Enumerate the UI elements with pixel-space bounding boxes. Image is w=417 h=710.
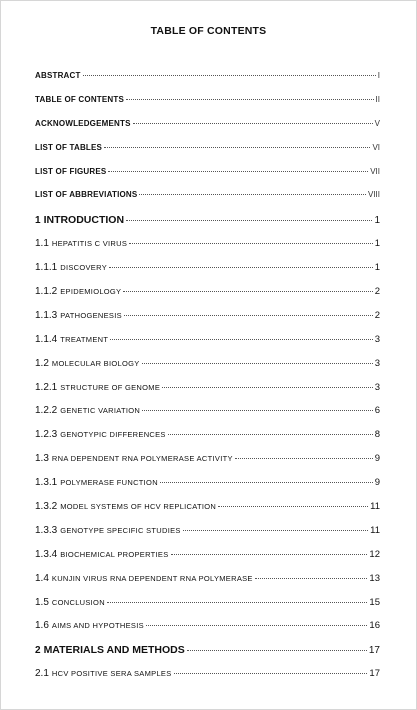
toc-entry-text: DISCOVERY bbox=[60, 263, 107, 273]
dot-leader bbox=[108, 171, 368, 172]
toc-entry bbox=[35, 501, 380, 525]
dot-leader bbox=[255, 578, 368, 579]
toc-entry-page-number: 12 bbox=[369, 548, 380, 560]
toc-entry-number: 1.2 bbox=[35, 357, 49, 369]
toc-entry-label bbox=[35, 190, 137, 199]
toc-entry-label bbox=[35, 286, 121, 297]
toc-entry-text: GENETIC VARIATION bbox=[60, 406, 141, 416]
toc-entry-number: 1.1 bbox=[35, 238, 49, 250]
toc-entry-page-number: 1 bbox=[374, 262, 380, 274]
toc-entry-label bbox=[35, 644, 185, 656]
toc-entry-number: 1.1.1 bbox=[35, 262, 58, 274]
toc-entry-page-number: 16 bbox=[369, 620, 380, 632]
toc-entry-page-number: 17 bbox=[369, 668, 380, 680]
dot-leader bbox=[142, 410, 373, 411]
toc-entry-label bbox=[35, 620, 144, 631]
toc-entry-label bbox=[35, 382, 160, 393]
toc-entry-label bbox=[35, 119, 131, 128]
toc-entry bbox=[35, 190, 380, 214]
toc-entry-label bbox=[35, 405, 140, 416]
toc-entry-page-number: I bbox=[377, 71, 380, 80]
toc-entry-number: 1.3.2 bbox=[35, 501, 58, 513]
toc-entry bbox=[35, 453, 380, 477]
dot-leader bbox=[129, 243, 373, 244]
toc-entry-label bbox=[35, 549, 169, 560]
toc-entry-number: 1.5 bbox=[35, 596, 49, 608]
toc-entry-page-number: V bbox=[374, 118, 380, 128]
toc-entry bbox=[35, 382, 380, 406]
toc-entry-page-number: VII bbox=[370, 166, 380, 176]
toc-entry-text: PATHOGENESIS bbox=[60, 310, 122, 320]
dot-leader bbox=[126, 220, 372, 221]
toc-entry-number: 1.4 bbox=[35, 572, 49, 584]
dot-leader bbox=[183, 530, 368, 531]
toc-entry-number: 1.3.3 bbox=[35, 524, 58, 536]
toc-entry-page-number: 6 bbox=[374, 405, 380, 417]
dot-leader bbox=[160, 482, 373, 483]
toc-entry-number: 1.3.1 bbox=[35, 477, 58, 489]
toc-entry-page-number: 13 bbox=[369, 572, 380, 584]
dot-leader bbox=[123, 291, 372, 292]
toc-entry bbox=[35, 668, 380, 692]
toc-entry-label bbox=[35, 597, 105, 608]
dot-leader bbox=[187, 650, 367, 651]
dot-leader bbox=[162, 387, 373, 388]
toc-entry-text: TABLE OF CONTENTS bbox=[35, 94, 125, 104]
toc-entry-text: RNA DEPENDENT RNA POLYMERASE ACTIVITY bbox=[51, 454, 233, 464]
toc-entry-page-number: II bbox=[375, 94, 380, 104]
toc-entry-number: 1.1.4 bbox=[35, 333, 58, 345]
toc-entry-text: POLYMERASE FUNCTION bbox=[60, 478, 158, 488]
dot-leader bbox=[124, 315, 373, 316]
toc-entry-number: 1.6 bbox=[35, 620, 49, 632]
toc-entry-text: STRUCTURE OF GENOME bbox=[60, 382, 161, 392]
dot-leader bbox=[142, 363, 373, 364]
toc-entry-page-number: VI bbox=[372, 142, 380, 152]
dot-leader bbox=[235, 458, 373, 459]
toc-entry bbox=[35, 71, 380, 95]
toc-entry-label bbox=[35, 501, 216, 512]
toc-entry-page-number: 9 bbox=[374, 477, 380, 489]
dot-leader bbox=[83, 75, 376, 76]
toc-entry-text: LIST OF FIGURES bbox=[35, 166, 107, 176]
toc-entry-number: 1.2.2 bbox=[35, 405, 58, 417]
toc-entry-label bbox=[35, 334, 108, 345]
toc-entry-label bbox=[35, 262, 107, 273]
toc-entry bbox=[35, 286, 380, 310]
toc-entry-label bbox=[35, 573, 253, 584]
toc-entry-text: LIST OF ABBREVIATIONS bbox=[35, 190, 138, 200]
toc-entry-text: GENOTYPE SPECIFIC STUDIES bbox=[60, 525, 181, 535]
toc-entry-label bbox=[35, 167, 106, 176]
toc-entry bbox=[35, 573, 380, 597]
toc-entry-page-number: 11 bbox=[370, 524, 380, 536]
toc-entry bbox=[35, 477, 380, 501]
toc-entry bbox=[35, 597, 380, 621]
toc-entry-page-number: 2 bbox=[374, 309, 380, 321]
toc-entry-page-number: 1 bbox=[374, 238, 380, 250]
toc-entry-text: MOLECULAR BIOLOGY bbox=[51, 358, 140, 368]
toc-entry-label bbox=[35, 214, 124, 226]
toc-entry-label bbox=[35, 143, 102, 152]
dot-leader bbox=[146, 625, 368, 626]
toc-entry-page-number: 11 bbox=[370, 501, 380, 513]
dot-leader bbox=[133, 123, 373, 124]
toc-entry bbox=[35, 620, 380, 644]
dot-leader bbox=[168, 434, 373, 435]
toc-entry-text: GENOTYPIC DIFFERENCES bbox=[60, 430, 166, 440]
toc-entry bbox=[35, 95, 380, 119]
dot-leader bbox=[171, 554, 368, 555]
toc-entry bbox=[35, 167, 380, 191]
toc-entry-number: 1.3.4 bbox=[35, 548, 58, 560]
toc-entry-label bbox=[35, 310, 122, 321]
toc-entry bbox=[35, 525, 380, 549]
toc-entry-page-number: 1 bbox=[374, 215, 380, 227]
toc-entry-number: 1 bbox=[35, 215, 41, 227]
toc-entry-text: CONCLUSION bbox=[51, 597, 105, 607]
toc-entry bbox=[35, 238, 380, 262]
toc-entry-page-number: 9 bbox=[374, 453, 380, 465]
toc-entry-label bbox=[35, 429, 166, 440]
toc-entry-label bbox=[35, 453, 233, 464]
toc-entry-text: ABSTRACT bbox=[35, 71, 81, 80]
toc-entry-label bbox=[35, 358, 140, 369]
toc-entry-text: INTRODUCTION bbox=[43, 214, 125, 227]
toc-entry-number: 1.3 bbox=[35, 453, 49, 465]
toc-entry-page-number: 15 bbox=[369, 596, 380, 608]
toc-entry-text: KUNJIN VIRUS RNA DEPENDENT RNA POLYMERASE bbox=[51, 573, 253, 583]
dot-leader bbox=[110, 339, 372, 340]
toc-entry-page-number: 17 bbox=[368, 645, 380, 657]
toc-entry bbox=[35, 310, 380, 334]
dot-leader bbox=[109, 267, 373, 268]
page-title: TABLE OF CONTENTS bbox=[150, 25, 267, 37]
toc-entry-label bbox=[35, 238, 127, 249]
toc-entry-page-number: 2 bbox=[374, 286, 380, 298]
toc-entry-text: MATERIALS AND METHODS bbox=[43, 644, 185, 657]
dot-leader bbox=[174, 673, 368, 674]
toc-entry-number: 1.1.3 bbox=[35, 309, 58, 321]
toc-entry bbox=[35, 119, 380, 143]
toc-entry bbox=[35, 143, 380, 167]
dot-leader bbox=[104, 147, 370, 148]
toc-entry bbox=[35, 214, 380, 238]
dot-leader bbox=[218, 506, 368, 507]
toc-entry-number: 2.1 bbox=[35, 668, 49, 680]
toc-entry-label bbox=[35, 525, 181, 536]
toc-entry-page-number: 3 bbox=[374, 381, 380, 393]
toc-entry bbox=[35, 549, 380, 573]
toc-entry-page-number: 3 bbox=[374, 357, 380, 369]
toc-entry-label bbox=[35, 477, 158, 488]
toc-entry-text: BIOCHEMICAL PROPERTIES bbox=[60, 549, 169, 559]
dot-leader bbox=[107, 602, 368, 603]
toc-entry-number: 1.2.1 bbox=[35, 381, 58, 393]
toc-entry-page-number: 8 bbox=[374, 429, 380, 441]
toc-entry bbox=[35, 334, 380, 358]
toc-entry bbox=[35, 262, 380, 286]
toc-entry bbox=[35, 644, 380, 668]
toc-entry-number: 1.2.3 bbox=[35, 429, 58, 441]
toc-entry bbox=[35, 405, 380, 429]
toc-entry-page-number: VIII bbox=[367, 190, 380, 200]
toc-entry bbox=[35, 358, 380, 382]
dot-leader bbox=[126, 99, 374, 100]
toc-entry-text: LIST OF TABLES bbox=[35, 142, 103, 152]
toc-entry-label bbox=[35, 71, 81, 80]
toc-entry-page-number: 3 bbox=[374, 333, 380, 345]
toc-entry-label bbox=[35, 95, 124, 104]
toc-entry bbox=[35, 429, 380, 453]
table-of-contents-list bbox=[35, 71, 380, 692]
toc-entry-label bbox=[35, 668, 172, 679]
toc-entry-text: ACKNOWLEDGEMENTS bbox=[35, 118, 131, 128]
toc-entry-number: 2 bbox=[35, 645, 41, 657]
toc-entry-text: HCV POSITIVE SERA SAMPLES bbox=[51, 669, 172, 679]
toc-entry-number: 1.1.2 bbox=[35, 286, 58, 298]
toc-entry-text: MODEL SYSTEMS OF HCV REPLICATION bbox=[60, 502, 217, 512]
toc-entry-text: TREATMENT bbox=[60, 334, 109, 344]
toc-entry-text: EPIDEMIOLOGY bbox=[60, 287, 122, 297]
toc-entry-text: HEPATITIS C VIRUS bbox=[51, 239, 128, 249]
toc-entry-text: AIMS AND HYPOTHESIS bbox=[51, 621, 144, 631]
dot-leader bbox=[139, 194, 366, 195]
